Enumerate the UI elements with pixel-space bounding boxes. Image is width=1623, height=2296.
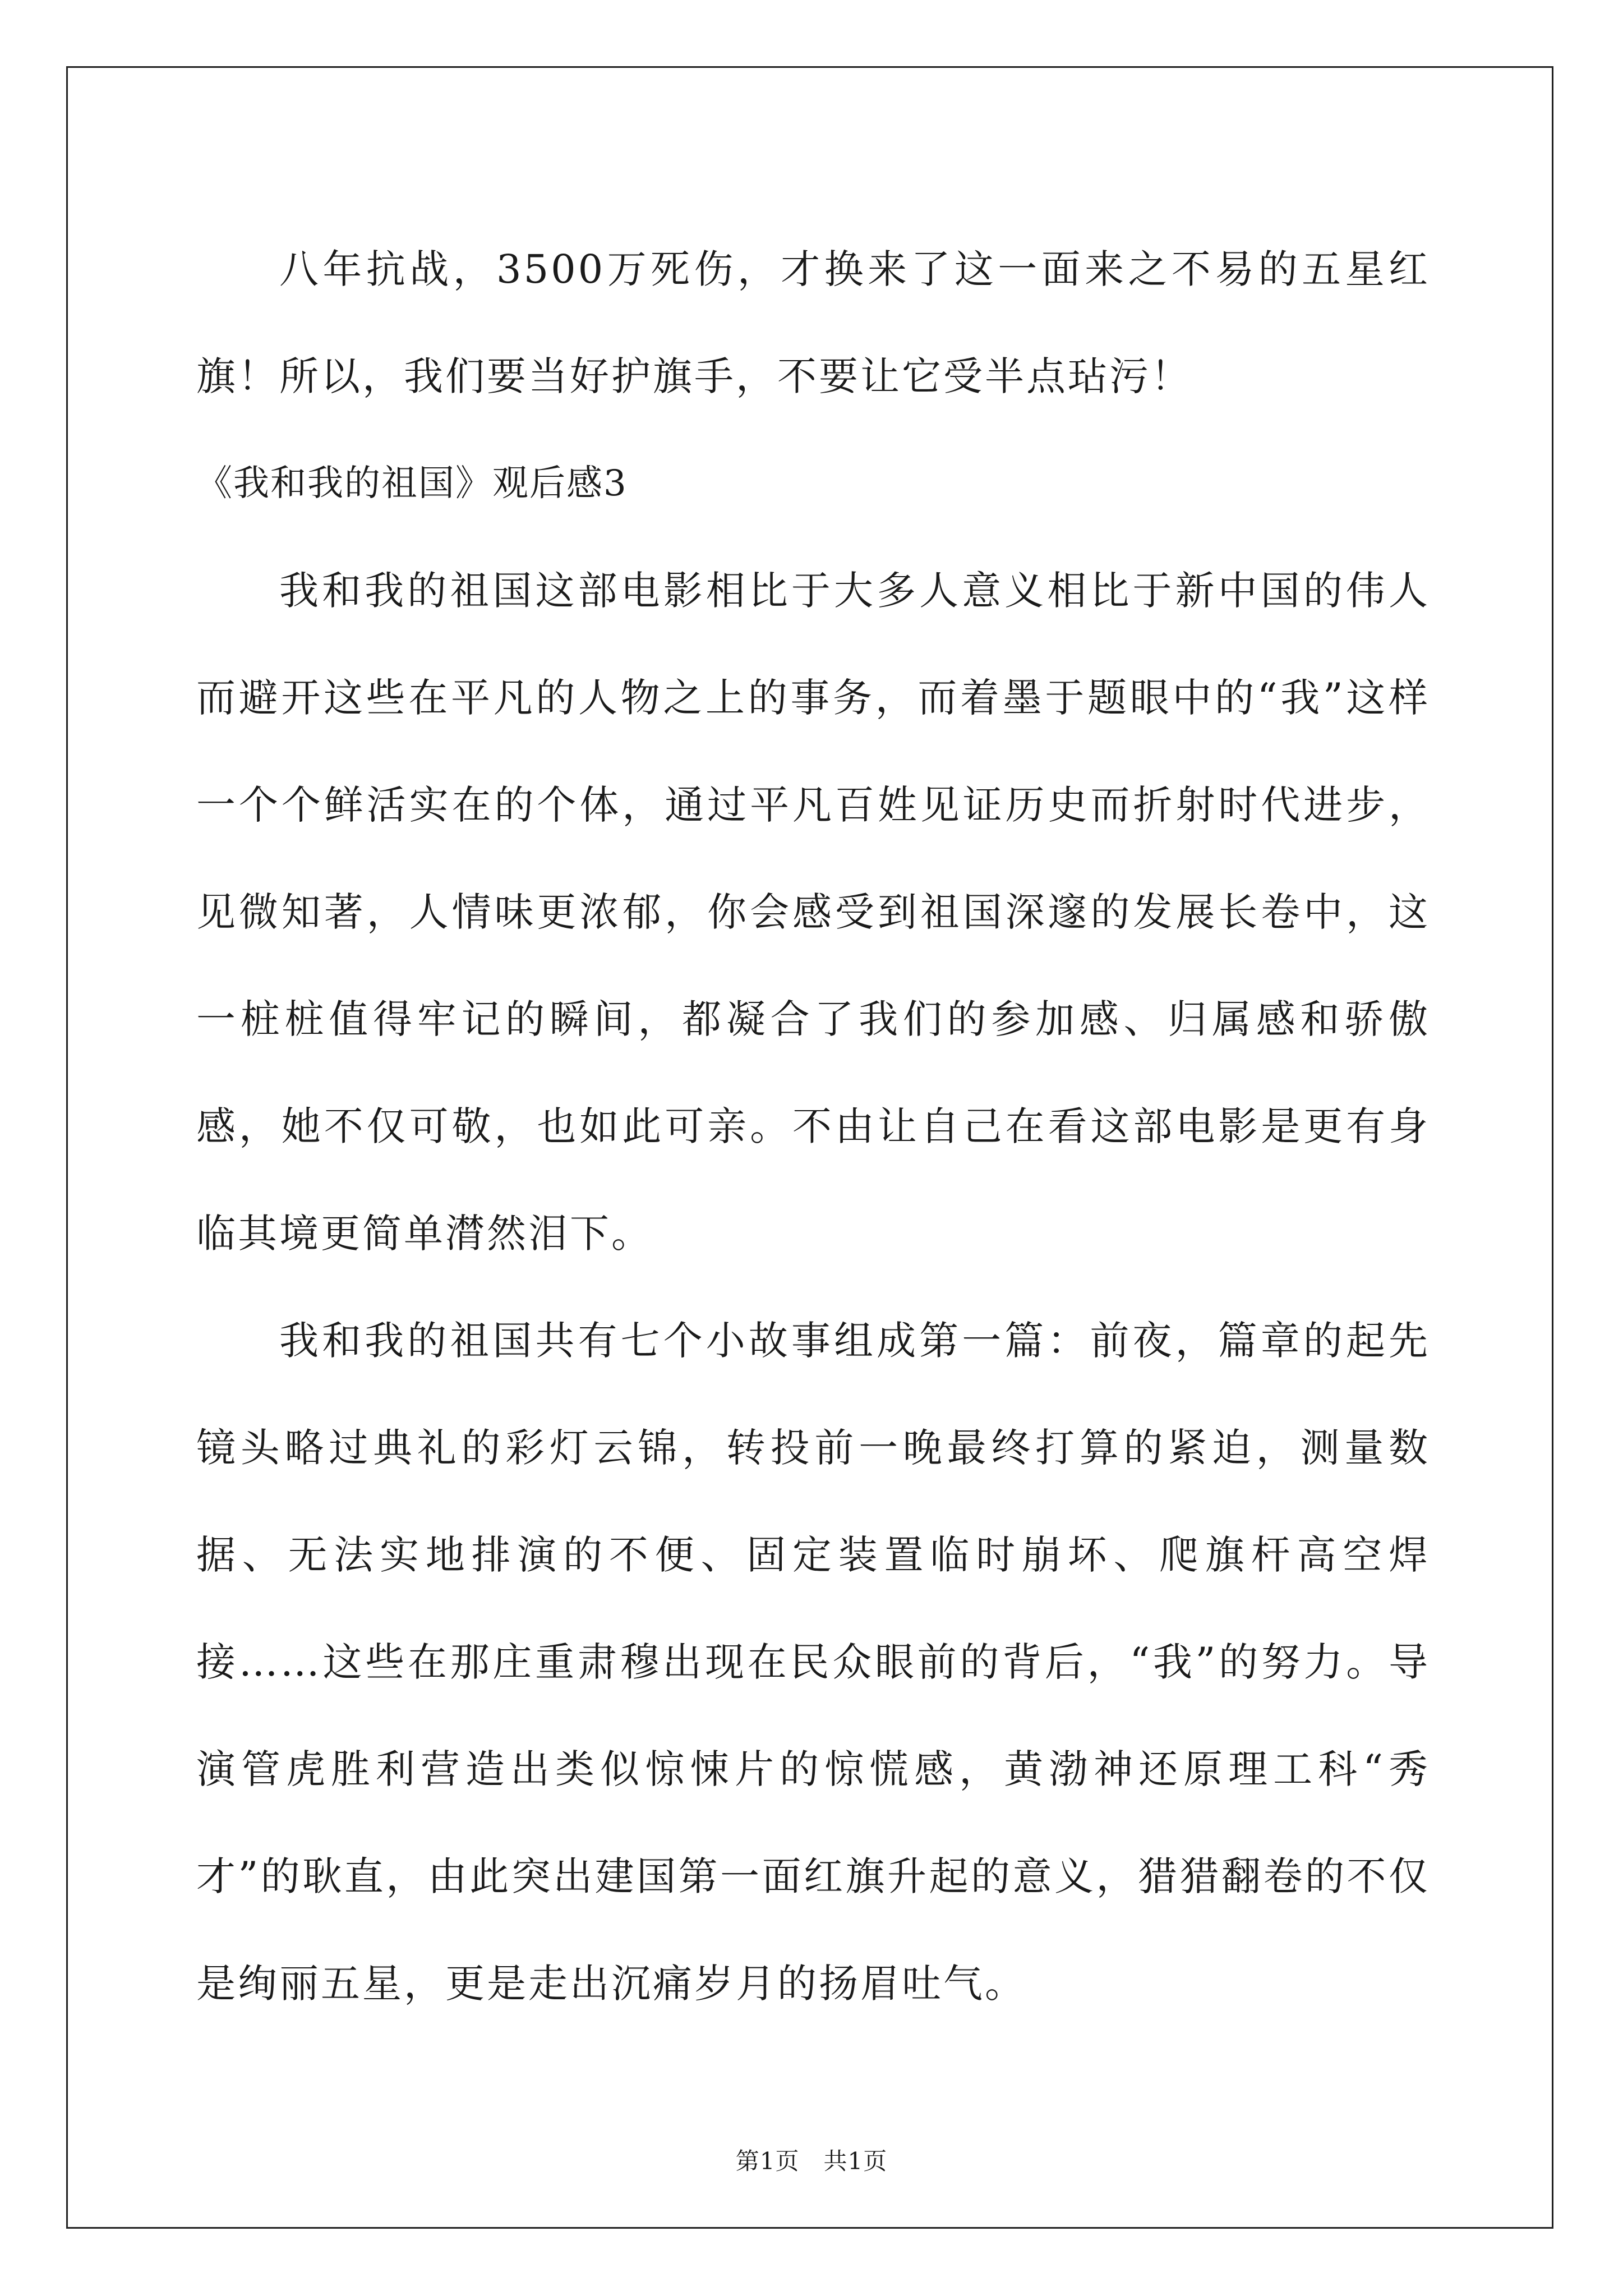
paragraph-first-story: 我和我的祖国共有七个小故事组成第一篇：前夜，篇章的起先镜头略过典礼的彩灯云锦，转投前一晚最终打算的紧迫，测量数据、无法实地排演的不便、固定装置临时崩坏、爬旗杆高空焊接……这些在那庄重肃穆出现在民众眼前的背后，“我”的努力。导演管虎胜利营造出类似惊悚片的惊慌感，黄渤神还原理工科“秀才”的耿直，由此突出建国第一面红旗升起的意义，猎猎翻卷的不仅是绚丽五星，更是走出沉痛岁月的扬眉吐气。 (196, 1318, 1430, 2007)
paragraph-flag: 八年抗战，3500万死伤，才换来了这一面来之不易的五星红旗！所以，我们要当好护旗手，不要让它受半点玷污！ (196, 246, 1430, 399)
document-body (196, 216, 1430, 2037)
section-heading: 《我和我的祖国》观后感3 (196, 463, 628, 504)
page-footer: 第1页 共1页 (735, 2147, 888, 2175)
paragraph-film-intro: 我和我的祖国这部电影相比于大多人意义相比于新中国的伟人而避开这些在平凡的人物之上的事务，而着墨于题眼中的“我”这样一个个鲜活实在的个体，通过平凡百姓见证历史而折射时代进步，见微知著，人情味更浓郁，你会感受到祖国深邃的发展长卷中，这一桩桩值得牢记的瞬间，都凝合了我们的参加感、归属感和骄傲感，她不仅可敬，也如此可亲。不由让自己在看这部电影是更有身临其境更简单潸然泪下。 (196, 568, 1430, 1257)
